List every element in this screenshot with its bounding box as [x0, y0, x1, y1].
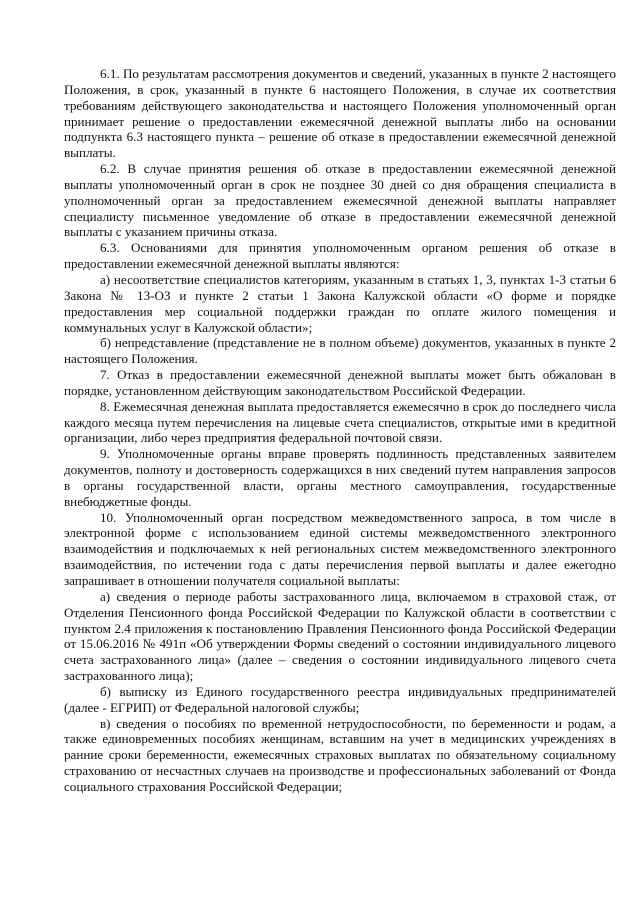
paragraph-10-a: а) сведения о периоде работы застрахованного лица, включаемом в страховой стаж, от Отделения Пенсионного фонда Российской Федерации по Калужской области в соответствии с пунктом 2.4 приложения к постановлению Правления Пенсионного фонда Российской Федерации от 15.06.2016 № 491п «Об утверждении Формы сведений о состоянии индивидуального лицевого счета застрахованного лица» (далее – сведения о состоянии индивидуального лицевого счета застрахованного лица); [64, 588, 616, 684]
paragraph-7: 7. Отказ в предоставлении ежемесячной денежной выплаты может быть обжалован в порядке, установленном действующим законодательством Российской Федерации. [64, 367, 616, 398]
paragraph-6-3: 6.3. Основаниями для принятия уполномоченным органом решения об отказе в предоставлении ежемесячной денежной выплаты являются: [64, 240, 616, 272]
paragraph-6-3-b: б) непредставление (представление не в полном объеме) документов, указанных в пункте 2 настоящего Положения. [64, 335, 616, 367]
paragraph-9: 9. Уполномоченные органы вправе проверять подлинность представленных заявителем документов, полноту и достоверность содержащихся в них сведений путем направления запросов в органы государственной власти, органы местного самоуправления, государственные внебюджетные фонды. [64, 446, 616, 509]
paragraph-10-v: в) сведения о пособиях по временной нетрудоспособности, по беременности и родам, а также единовременных пособиях женщинам, вставшим на учет в медицинских учреждениях в ранние сроки беременности, ежемесячных страховых выплатах по обязательному социальному страхованию от несчастных случаев на производстве и профессиональных заболеваний от Фонда социального страхования Российской Федерации; [64, 715, 616, 794]
paragraph-6-3-a: а) несоответствие специалистов категориям, указанным в статьях 1, 3, пунктах 1-3 статьи 6 Закона № 13-ОЗ и пункте 2 статьи 1 Закона Калужской области «О форме и порядке предоставления мер социальной поддержки граждан по оплате жилого помещения и коммунальных услуг в Калужской области»; [64, 271, 616, 335]
paragraph-6-1: 6.1. По результатам рассмотрения документов и сведений, указанных в пункте 2 настоящего Положения, в срок, указанный в пункте 6 настоящего Положения, в случае их соответствия требованиям действующего законодательства и настоящего Положения уполномоченный орган принимает решение о предоставлении ежемесячной денежной выплаты либо на основании подпункта 6.3 настоящего пункта – решение об отказе в предоставлении ежемесячной денежной выплаты. [64, 66, 616, 161]
paragraph-10: 10. Уполномоченный орган посредством межведомственного запроса, в том числе в электронной форме с использованием единой системы межведомственного электронного взаимодействия и подключаемых к ней региональных систем межведомственного электронного взаимодействия, по истечении года с даты перечисления первой выплаты и далее ежегодно запрашивает в отношении получателя социальной выплаты: [64, 509, 616, 588]
paragraph-8: 8. Ежемесячная денежная выплата предоставляется ежемесячно в срок до последнего числа каждого месяца путем перечисления на лицевые счета специалистов, открытые ими в кредитной организации, либо через предприятия федеральной почтовой связи. [64, 398, 616, 446]
paragraph-10-b: б) выписку из Единого государственного реестра индивидуальных предпринимателей (далее - ЕГРИП) от Федеральной налоговой службы; [64, 683, 616, 715]
paragraph-6-2: 6.2. В случае принятия решения об отказе в предоставлении ежемесячной денежной выплаты уполномоченный орган в срок не позднее 30 дней со дня обращения специалиста в уполномоченный орган за предоставлением ежемесячной денежной выплаты направляет специалисту письменное уведомление об отказе в предоставлении ежемесячной денежной выплаты с указанием причины отказа. [64, 161, 616, 240]
